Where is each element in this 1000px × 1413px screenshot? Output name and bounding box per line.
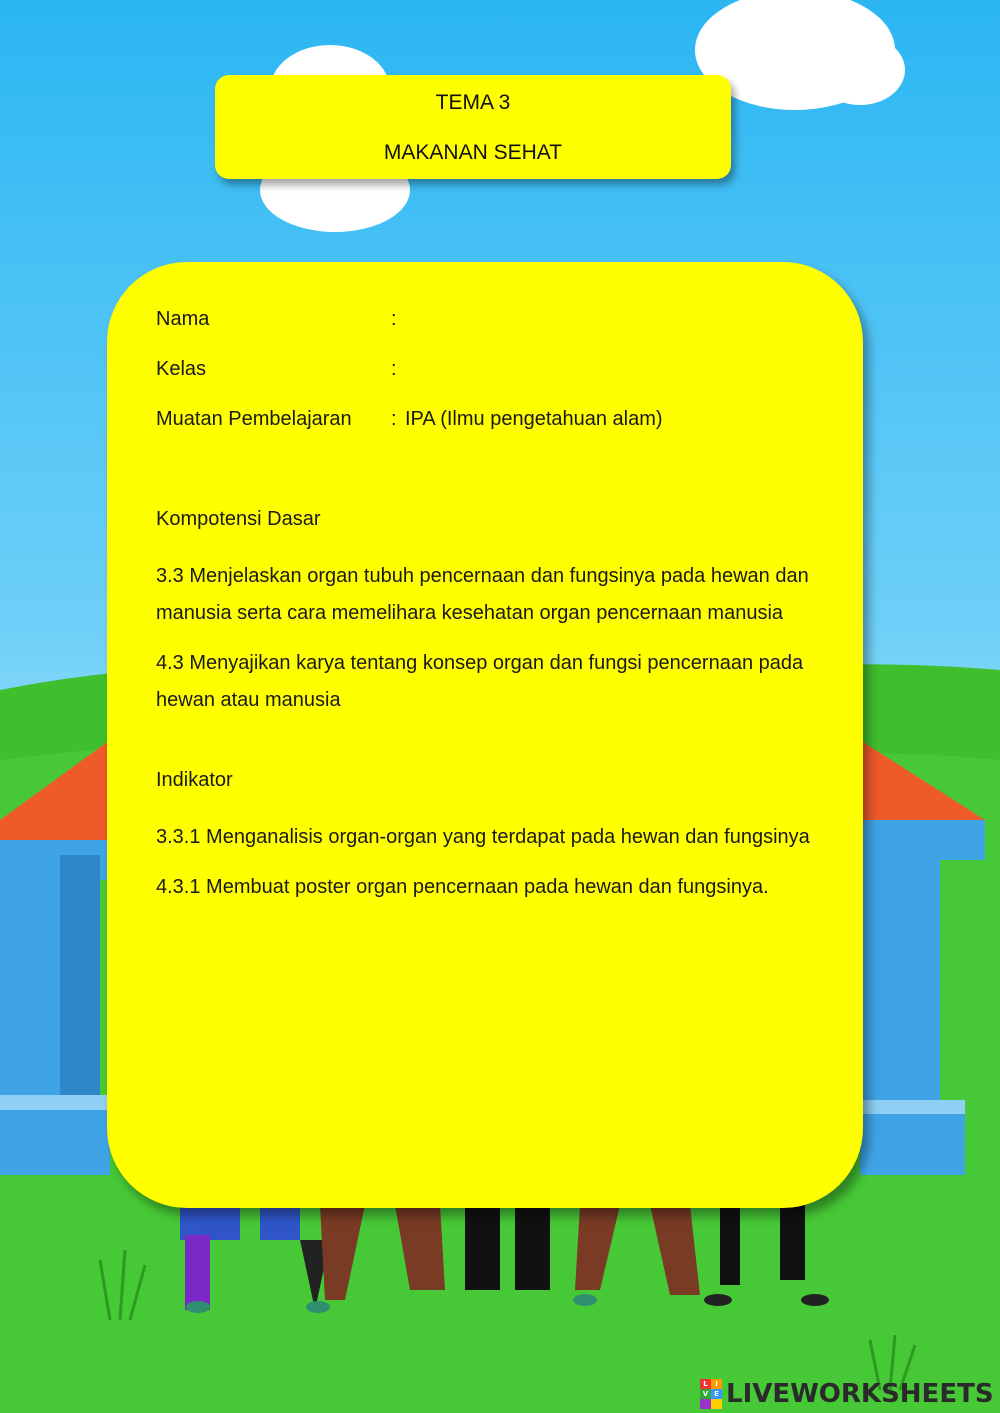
muatan-value: IPA (Ilmu pengetahuan alam)	[405, 408, 663, 430]
field-label: Muatan Pembelajaran	[156, 408, 352, 430]
indikator-item: 3.3.1 Menganalisis organ-organ yang terdapat pada hewan dan fungsinya	[156, 826, 810, 848]
watermark-text: LIVEWORKSHEETS	[726, 1379, 994, 1409]
theme-header	[215, 75, 731, 179]
liveworksheets-logo-icon: L I V E	[700, 1379, 722, 1409]
identity-row-kelas	[156, 358, 836, 408]
identity-row-nama	[156, 308, 836, 358]
field-separator: :	[391, 308, 397, 330]
field-separator: :	[391, 408, 397, 430]
kompetensi-item: 3.3 Menjelaskan organ tubuh pencernaan dan fungsinya pada hewan dan manusia serta cara memelihara kesehatan organ pencernaan manusia	[156, 565, 809, 624]
indikator-item: 4.3.1 Membuat poster organ pencernaan pada hewan dan fungsinya.	[156, 876, 769, 898]
liveworksheets-watermark	[700, 1376, 994, 1412]
field-label: Nama	[156, 308, 210, 330]
indikator-title: Indikator	[156, 769, 233, 791]
theme-number: TEMA 3	[435, 91, 511, 114]
kompetensi-title: Kompotensi Dasar	[156, 508, 321, 530]
field-separator: :	[391, 358, 397, 380]
identity-row-muatan	[156, 408, 836, 458]
content-card	[107, 262, 863, 1208]
kompetensi-item: 4.3 Menyajikan karya tentang konsep organ dan fungsi pencernaan pada hewan atau manusia	[156, 652, 804, 711]
field-label: Kelas	[156, 358, 207, 380]
theme-title: MAKANAN SEHAT	[383, 141, 563, 164]
